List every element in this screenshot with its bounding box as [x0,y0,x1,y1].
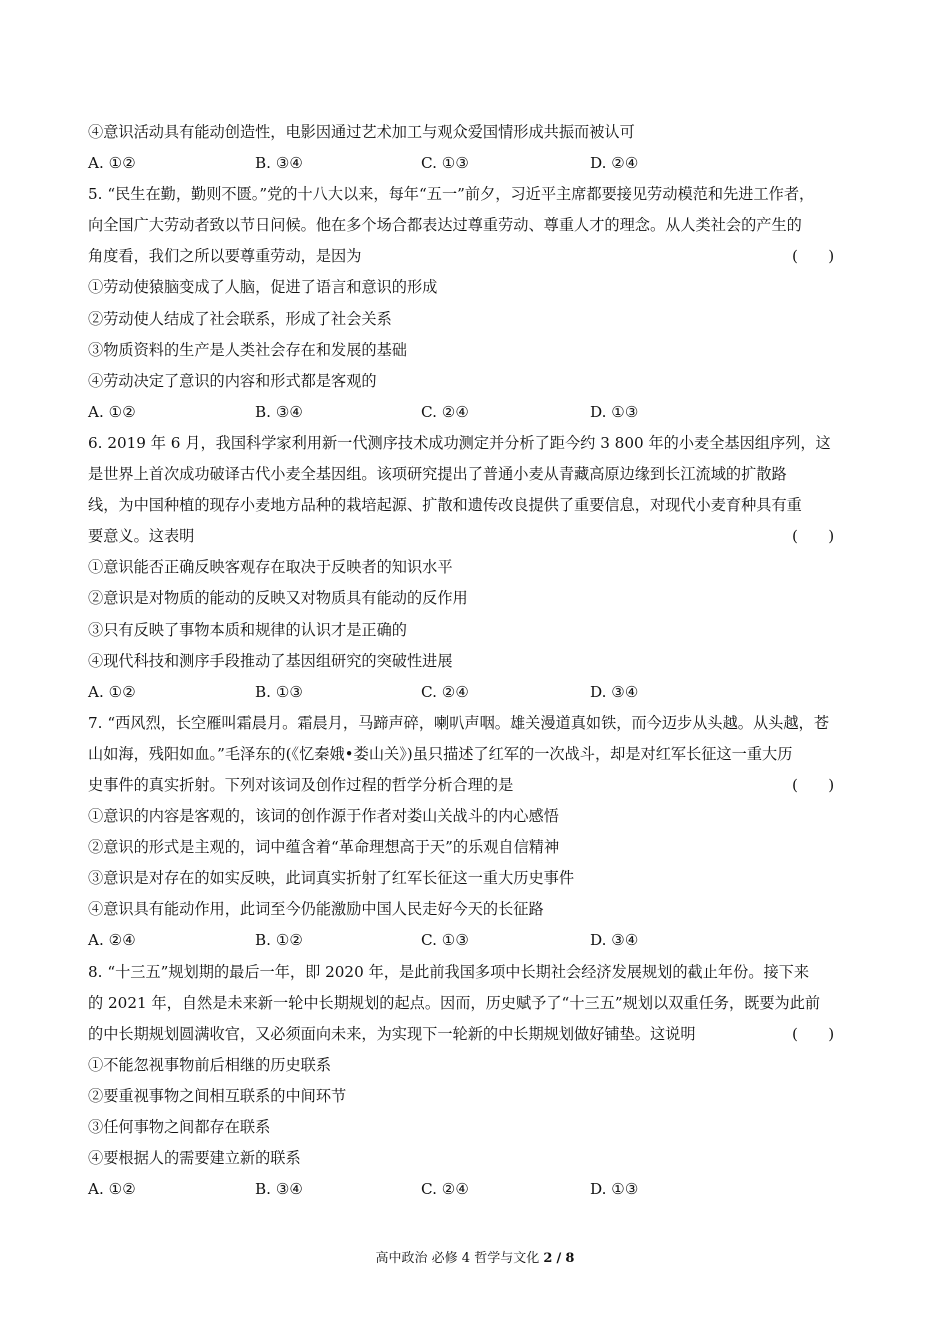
page-footer [0,1247,950,1266]
option-c[interactable]: C. ①③ [421,931,469,950]
option-d[interactable]: D. ③④ [590,682,639,701]
option-a[interactable]: A. ①② [88,402,136,421]
question-6 [88,428,866,708]
question-item: ④要根据人的需要建立新的联系 [88,1149,301,1168]
option-c[interactable]: C. ②④ [421,682,469,701]
question-item: ②意识是对物质的能动的反映又对物质具有能动的反作用 [88,589,468,608]
question-item: ①劳动使猿脑变成了人脑，促进了语言和意识的形成 [88,278,438,297]
option-a[interactable]: A. ①② [88,154,136,173]
question-stem-text: 要意义。这表明 [88,527,195,546]
question-item: ③意识是对存在的如实反映，此词真实折射了红军长征这一重大历史事件 [88,869,574,888]
footer-subject: 高中政治 必修 4 哲学与文化 [375,1251,540,1266]
page-content [88,117,866,1205]
question-stem-line [88,770,866,801]
answer-parenthesis: ( ) [792,1024,835,1043]
option-b[interactable]: B. ①② [255,931,304,950]
question-item: ②意识的形式是主观的，词中蕴含着“革命理想高于天”的乐观自信精神 [88,838,560,857]
page-separator: / [556,1251,562,1266]
question-item: ④劳动决定了意识的内容和形式都是客观的 [88,371,377,390]
question-stem-line: 的 2021 年，自然是未来新一轮中长期规划的起点。因而，历史赋予了“十三五”规划以双重任务，既要为此前 [88,993,821,1012]
option-b[interactable]: B. ①③ [255,682,304,701]
option-b[interactable]: B. ③④ [255,1180,304,1199]
option-d[interactable]: D. ①③ [590,1180,639,1199]
question-item: ③任何事物之间都存在联系 [88,1118,271,1136]
question-stem-line: 向全国广大劳动者致以节日问候。他在多个场合都表达过尊重劳动、尊重人才的理念。从人类社会的产生的 [88,216,802,235]
page-total: 8 [565,1251,575,1266]
question-item: ③物质资料的生产是人类社会存在和发展的基础 [88,340,407,359]
answer-parenthesis: ( ) [792,247,835,266]
question-stem-line [88,521,866,552]
question-stem-text: 的中长期规划圆满收官，又必须面向未来，为实现下一轮新的中长期规划做好铺垫。这说明 [88,1024,696,1043]
question-stem-text: 角度看，我们之所以要尊重劳动，是因为 [88,247,362,266]
option-a[interactable]: A. ①② [88,1180,136,1199]
question-item: ①意识的内容是客观的，该词的创作源于作者对娄山关战斗的内心感悟 [88,807,559,826]
option-d[interactable]: D. ①③ [590,402,639,421]
option-d[interactable]: D. ②④ [590,154,639,173]
question-item: ②要重视事物之间相互联系的中间环节 [88,1086,347,1105]
question-stem-line: 山如海，残阳如血。”毛泽东的(《忆秦娥•娄山关》)虽只描述了红军的一次战斗，却是对红军长征这一重大历 [88,744,793,763]
question-stem-line: 线，为中国种植的现存小麦地方品种的栽培起源、扩散和遗传改良提供了重要信息，对现代小麦育种具有重 [88,496,802,515]
option-c[interactable]: C. ①③ [421,154,469,173]
question-stem-line: 8. “十三五”规划期的最后一年，即 2020 年，是此前我国多项中长期社会经济发展规划的截止年份。接下来 [88,962,810,981]
question-item: ④意识活动具有能动创造性，电影因通过艺术加工与观众爱国情形成共振而被认可 [88,123,635,141]
question-stem-line: 7. “西风烈，长空雁叫霜晨月。霜晨月，马蹄声碎，喇叭声咽。雄关漫道真如铁，而今迈步从头越。从头越，苍 [88,713,829,732]
option-c[interactable]: C. ②④ [421,402,469,421]
question-stem-line: 是世界上首次成功破译古代小麦全基因组。该项研究提出了普通小麦从青藏高原边缘到长江流域的扩散路 [88,465,787,484]
question-item: ①意识能否正确反映客观存在取决于反映者的知识水平 [88,558,453,577]
answer-parenthesis: ( ) [792,775,835,794]
question-item: ①不能忽视事物前后相继的历史联系 [88,1055,331,1074]
answer-options [88,1174,866,1205]
page-number: 2 [543,1251,553,1266]
question-item: ③只有反映了事物本质和规律的认识才是正确的 [88,620,407,639]
question-item: ④现代科技和测序手段推动了基因组研究的突破性进展 [88,651,453,670]
question-stem-line: 5. “民生在勤，勤则不匮。”党的十八大以来，每年“五一”前夕，习近平主席都要接见劳动模范和先进工作者， [88,185,815,204]
question-stem-text: 史事件的真实折射。下列对该词及创作过程的哲学分析合理的是 [88,775,514,794]
option-a[interactable]: A. ①② [88,682,136,701]
question-stem-line: 6. 2019 年 6 月，我国科学家利用新一代测序技术成功测定并分析了距今约 3 800 年的小麦全基因组序列，这 [88,433,831,452]
option-b[interactable]: B. ③④ [255,402,304,421]
answer-options [88,397,866,428]
answer-options [88,148,866,179]
question-stem-line [88,1019,866,1050]
answer-options [88,925,866,956]
option-b[interactable]: B. ③④ [255,154,304,173]
question-item: ④意识具有能动作用，此词至今仍能激励中国人民走好今天的长征路 [88,900,544,919]
answer-parenthesis: ( ) [792,527,835,546]
answer-options [88,677,866,708]
question-stem-line [88,241,866,272]
question-7 [88,708,866,957]
question-8 [88,957,866,1206]
option-d[interactable]: D. ③④ [590,931,639,950]
option-a[interactable]: A. ②④ [88,931,136,950]
question-item: ②劳动使人结成了社会联系，形成了社会关系 [88,309,392,328]
option-c[interactable]: C. ②④ [421,1180,469,1199]
question-5 [88,179,866,428]
